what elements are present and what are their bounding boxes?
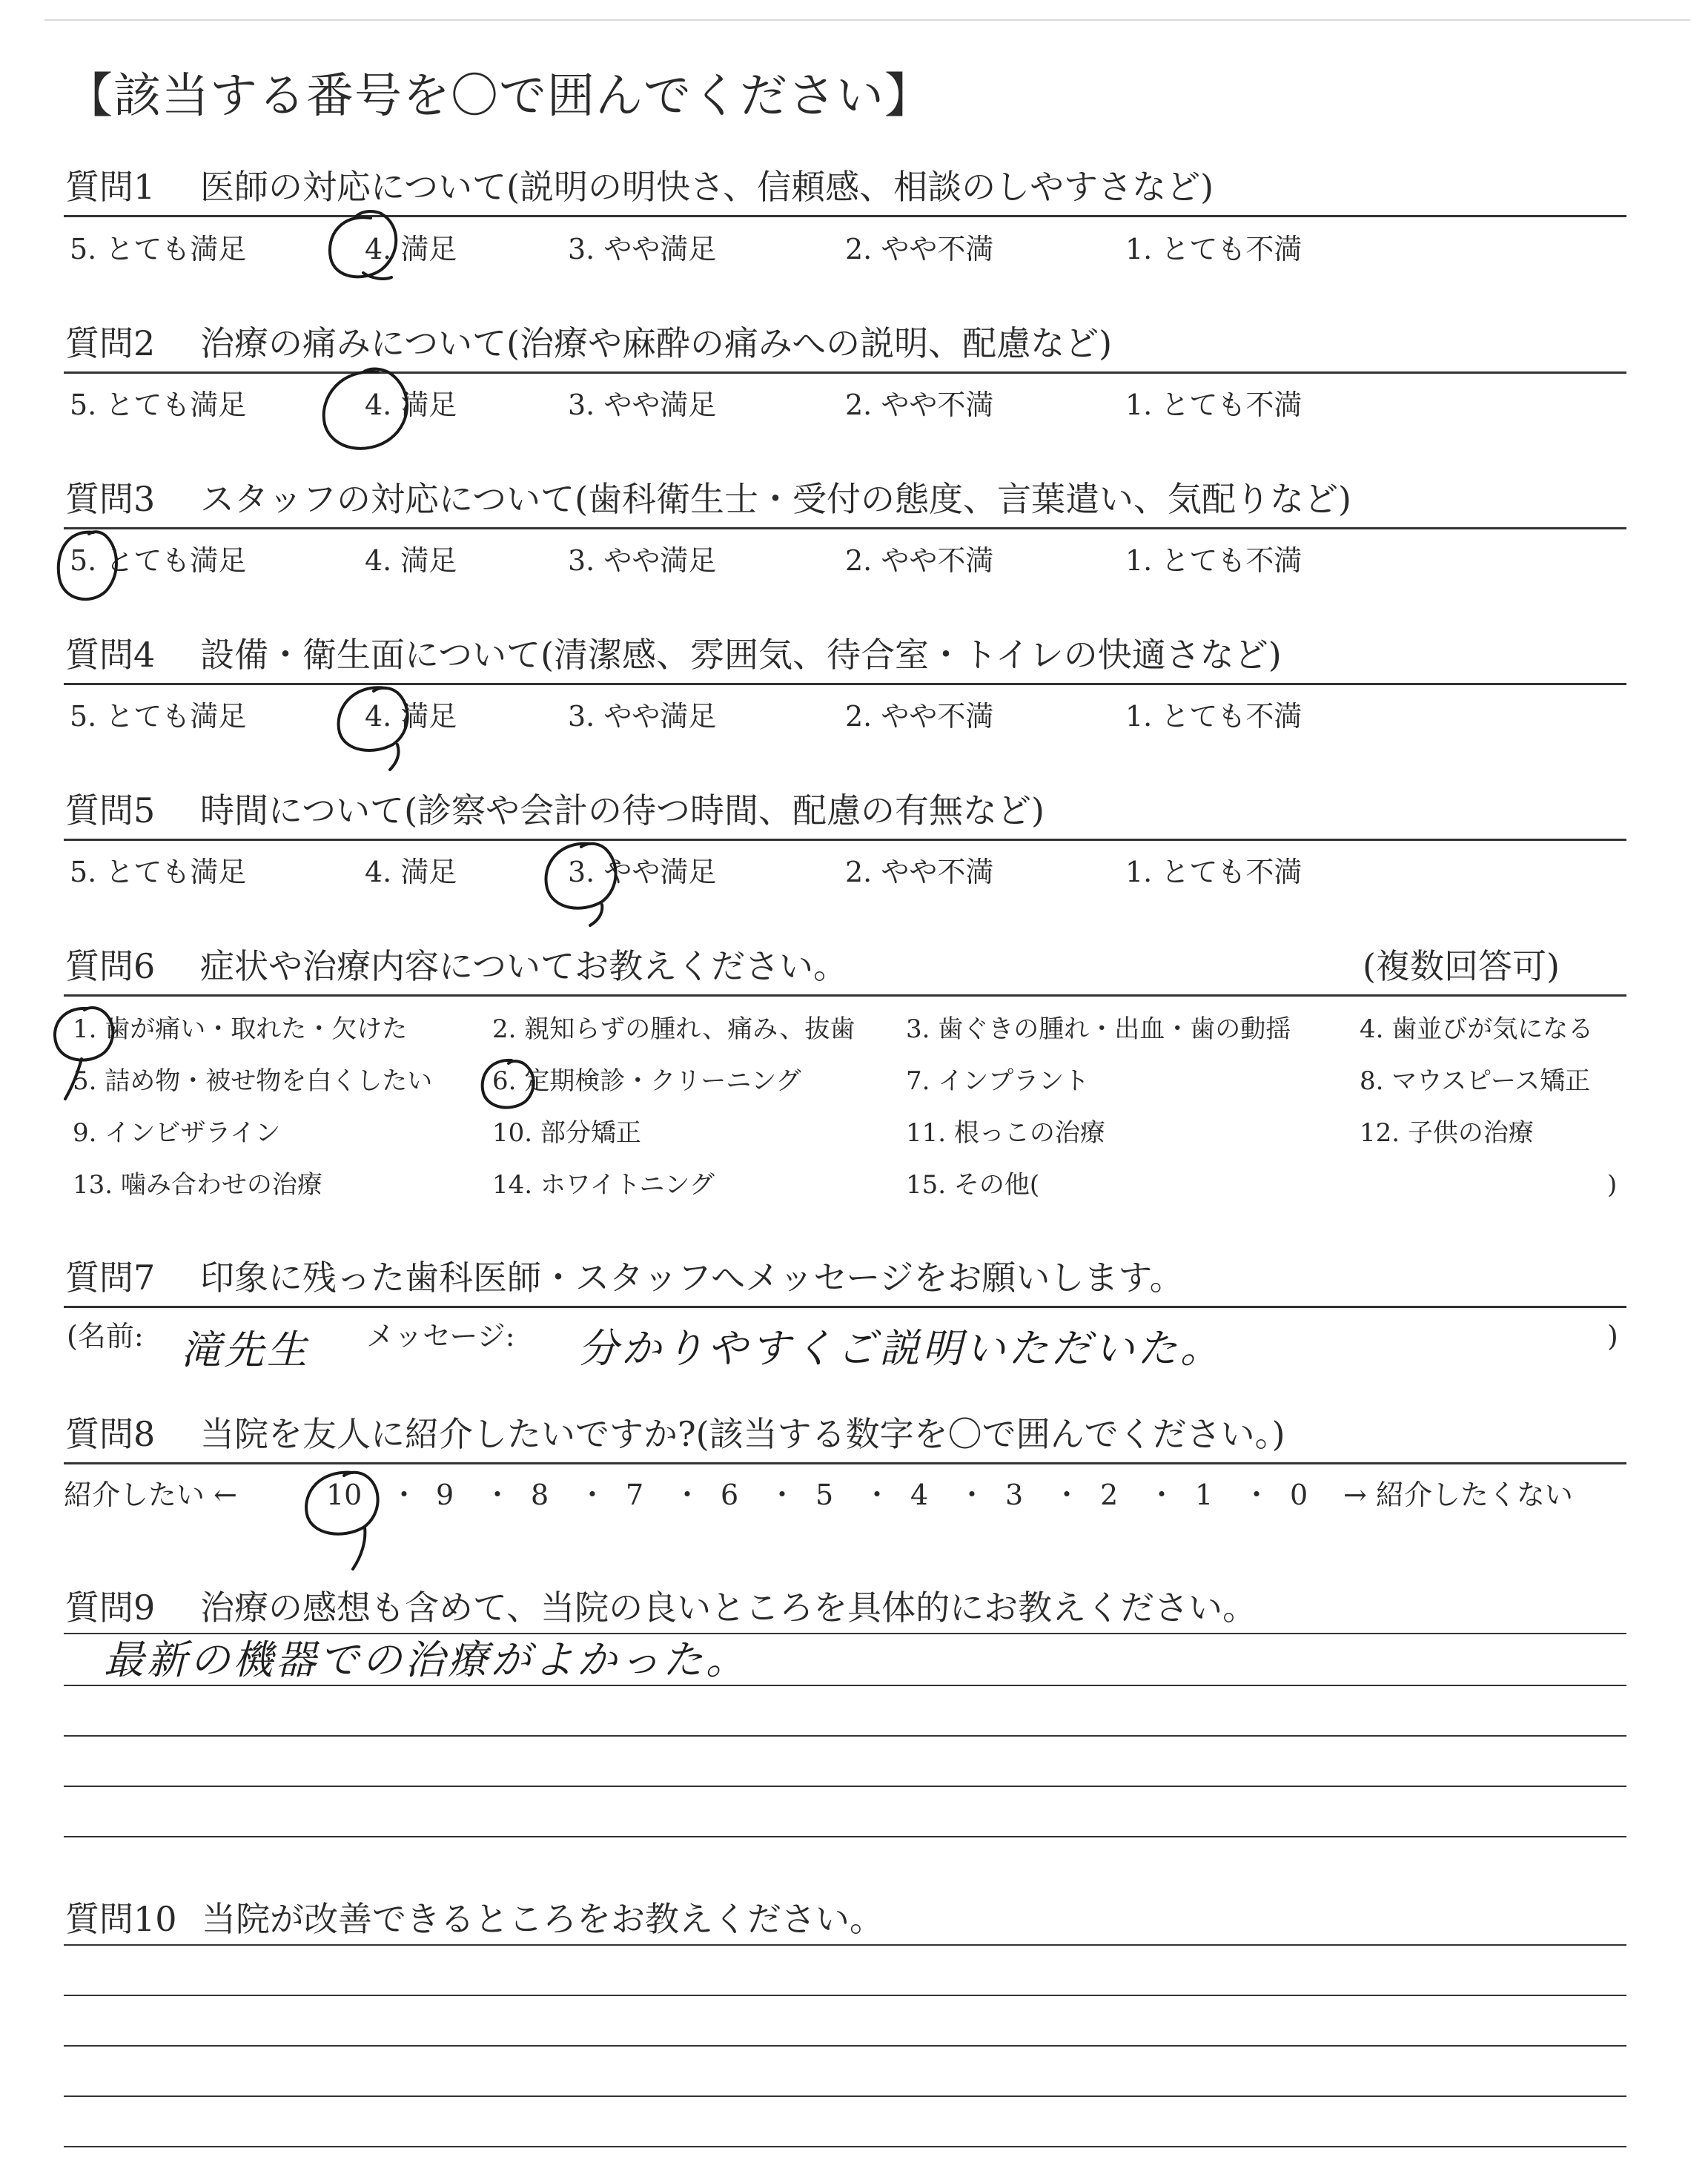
q2-option-5[interactable]: 5. とても満足 (70, 389, 247, 421)
q6-option-15-close: ) (1607, 1170, 1618, 1200)
q8-scale-4[interactable]: 4 (910, 1479, 929, 1511)
q3-selection-circle (49, 524, 130, 612)
q7-message-value[interactable]: 分かりやすくご説明いただいた。 (578, 1325, 1223, 1372)
q4-option-2[interactable]: 2. やや不満 (845, 700, 994, 733)
q3-option-2[interactable]: 2. やや不満 (845, 544, 994, 577)
q2-option-4[interactable]: 4. 満足 (365, 389, 457, 421)
q6-option-11[interactable]: 11. 根っこの治療 (906, 1118, 1105, 1148)
q6-option-7[interactable]: 7. インプラント (906, 1066, 1090, 1096)
q7-name-label: (名前: (67, 1320, 144, 1353)
q8-right-label: → 紹介したくない (1343, 1479, 1573, 1511)
q10-line-4 (64, 2095, 1626, 2097)
q8-scale-0[interactable]: 0 (1290, 1479, 1308, 1511)
q7-close-paren: ) (1607, 1320, 1618, 1353)
q6-option-4[interactable]: 4. 歯並びが気になる (1360, 1014, 1594, 1044)
question-8-label: 質問8 (65, 1414, 156, 1454)
q10-line-3 (64, 2045, 1626, 2047)
q6-option-9[interactable]: 9. インビザライン (73, 1118, 281, 1148)
question-4-text: 設備・衛生面について(清潔感、雰囲気、待合室・トイレの快適さなど) (200, 635, 1282, 675)
question-5-label: 質問5 (65, 790, 156, 830)
q8-left-label: 紹介したい ← (64, 1479, 237, 1511)
q6-option-12[interactable]: 12. 子供の治療 (1360, 1118, 1534, 1148)
q4-option-3[interactable]: 3. やや満足 (568, 700, 717, 733)
q5-option-5[interactable]: 5. とても満足 (70, 856, 247, 888)
question-1-rule (64, 215, 1626, 217)
q10-line-2 (64, 1995, 1626, 1996)
q9-line-4 (64, 1786, 1626, 1787)
q5-option-3[interactable]: 3. やや満足 (568, 856, 717, 888)
q1-option-1[interactable]: 1. とても不満 (1125, 233, 1302, 265)
q9-line-2 (64, 1685, 1626, 1686)
q2-option-2[interactable]: 2. やや不満 (845, 389, 994, 421)
q5-option-2[interactable]: 2. やや不満 (845, 856, 994, 888)
q6-slash-mark-5 (59, 1053, 89, 1105)
top-border (44, 19, 1690, 21)
question-3-label: 質問3 (65, 479, 156, 519)
q8-dot: ・ (1053, 1479, 1082, 1511)
question-2-text: 治療の痛みについて(治療や麻酔の痛みへの説明、配慮など) (200, 323, 1113, 363)
q8-dot: ・ (673, 1479, 702, 1511)
q8-scale-1[interactable]: 1 (1195, 1479, 1214, 1511)
q1-option-2[interactable]: 2. やや不満 (845, 233, 994, 265)
q6-option-15[interactable]: 15. その他( (906, 1170, 1040, 1200)
q8-scale-3[interactable]: 3 (1005, 1479, 1024, 1511)
q8-dot: ・ (863, 1479, 892, 1511)
q8-dot: ・ (958, 1479, 987, 1511)
q8-scale-5[interactable]: 5 (815, 1479, 834, 1511)
question-6-label: 質問6 (65, 946, 156, 986)
q4-option-5[interactable]: 5. とても満足 (70, 700, 247, 733)
q6-option-10[interactable]: 10. 部分矯正 (492, 1118, 641, 1148)
question-1-label: 質問1 (65, 167, 156, 207)
q6-option-3[interactable]: 3. 歯ぐきの腫れ・出血・歯の動揺 (906, 1014, 1291, 1044)
q1-option-4[interactable]: 4. 満足 (365, 233, 457, 265)
q4-option-1[interactable]: 1. とても不満 (1125, 700, 1302, 733)
q6-selection-circle-6 (474, 1053, 549, 1120)
question-3-text: スタッフの対応について(歯科衛生士・受付の態度、言葉遣い、気配りなど) (200, 479, 1351, 519)
q8-dot: ・ (483, 1479, 512, 1511)
question-3-rule (64, 527, 1626, 529)
question-9-label: 質問9 (65, 1588, 156, 1628)
question-2-label: 質問2 (65, 323, 156, 363)
question-7-rule (64, 1306, 1626, 1308)
question-1-text: 医師の対応について(説明の明快さ、信頼感、相談のしやすさなど) (200, 167, 1214, 207)
q9-line-5 (64, 1836, 1626, 1837)
q10-line-5 (64, 2146, 1626, 2147)
q2-selection-circle (311, 362, 430, 466)
q9-answer[interactable]: 最新の機器での治療がよかった。 (104, 1636, 749, 1683)
question-2-rule (64, 371, 1626, 374)
q1-option-5[interactable]: 5. とても満足 (70, 233, 247, 265)
q6-option-13[interactable]: 13. 噛み合わせの治療 (73, 1170, 322, 1200)
q10-line-1 (64, 1944, 1626, 1946)
question-6-note: (複数回答可) (1363, 946, 1560, 986)
q6-option-6[interactable]: 6. 定期検診・クリーニング (492, 1066, 801, 1096)
q8-scale-2[interactable]: 2 (1100, 1479, 1119, 1511)
q8-scale-9[interactable]: 9 (436, 1479, 454, 1511)
q5-option-4[interactable]: 4. 満足 (365, 856, 457, 888)
q7-message-label: メッセージ: (366, 1320, 515, 1353)
question-4-label: 質問4 (65, 635, 156, 675)
q6-option-14[interactable]: 14. ホワイトニング (492, 1170, 715, 1200)
q6-option-1[interactable]: 1. 歯が痛い・取れた・欠けた (73, 1014, 408, 1044)
q2-option-1[interactable]: 1. とても不満 (1125, 389, 1302, 421)
question-5-text: 時間について(診察や会計の待つ時間、配慮の有無など) (200, 790, 1045, 830)
q1-option-3[interactable]: 3. やや満足 (568, 233, 717, 265)
q3-option-3[interactable]: 3. やや満足 (568, 544, 717, 577)
question-10-label: 質問10 (65, 1899, 177, 1939)
q8-dot: ・ (1148, 1479, 1176, 1511)
question-9-text: 治療の感想も含めて、当院の良いところを具体的にお教えください。 (200, 1588, 1257, 1628)
q3-option-1[interactable]: 1. とても不満 (1125, 544, 1302, 577)
form-title: 【該当する番号を〇で囲んでください】 (65, 69, 933, 124)
q8-scale-6[interactable]: 6 (721, 1479, 739, 1511)
q9-line-3 (64, 1735, 1626, 1737)
q8-dot: ・ (390, 1479, 419, 1511)
q8-dot: ・ (768, 1479, 797, 1511)
question-7-label: 質問7 (65, 1258, 156, 1298)
q3-option-5[interactable]: 5. とても満足 (70, 544, 247, 577)
q4-option-4[interactable]: 4. 満足 (365, 700, 457, 733)
q8-scale-8[interactable]: 8 (531, 1479, 549, 1511)
q7-name-value[interactable]: 滝先生 (181, 1327, 310, 1373)
q3-option-4[interactable]: 4. 満足 (365, 544, 457, 577)
question-6-text: 症状や治療内容についてお教えください。 (200, 946, 848, 986)
q8-dot: ・ (1242, 1479, 1271, 1511)
question-5-rule (64, 839, 1626, 841)
question-7-text: 印象に残った歯科医師・スタッフへメッセージをお願いします。 (200, 1258, 1184, 1298)
q6-option-5[interactable]: 5. 詰め物・被せ物を白くしたい (73, 1066, 433, 1096)
q1-selection-circle (319, 206, 423, 288)
q8-scale-10[interactable]: 10 (326, 1479, 363, 1511)
q5-selection-circle (534, 833, 638, 930)
q5-option-1[interactable]: 1. とても不満 (1125, 856, 1302, 888)
q8-scale-7[interactable]: 7 (626, 1479, 644, 1511)
question-4-rule (64, 683, 1626, 685)
question-6-rule (64, 994, 1626, 997)
question-10-text: 当院が改善できるところをお教えください。 (202, 1899, 884, 1939)
q4-selection-circle (326, 678, 430, 774)
question-8-text: 当院を友人に紹介したいですか?(該当する数字を〇で囲んでください。) (200, 1414, 1285, 1454)
q2-option-3[interactable]: 3. やや満足 (568, 389, 717, 421)
q8-selection-circle (295, 1464, 399, 1575)
q8-dot: ・ (578, 1479, 607, 1511)
q6-option-2[interactable]: 2. 親知らずの腫れ、痛み、抜歯 (492, 1014, 855, 1044)
q6-option-8[interactable]: 8. マウスピース矯正 (1360, 1066, 1591, 1096)
